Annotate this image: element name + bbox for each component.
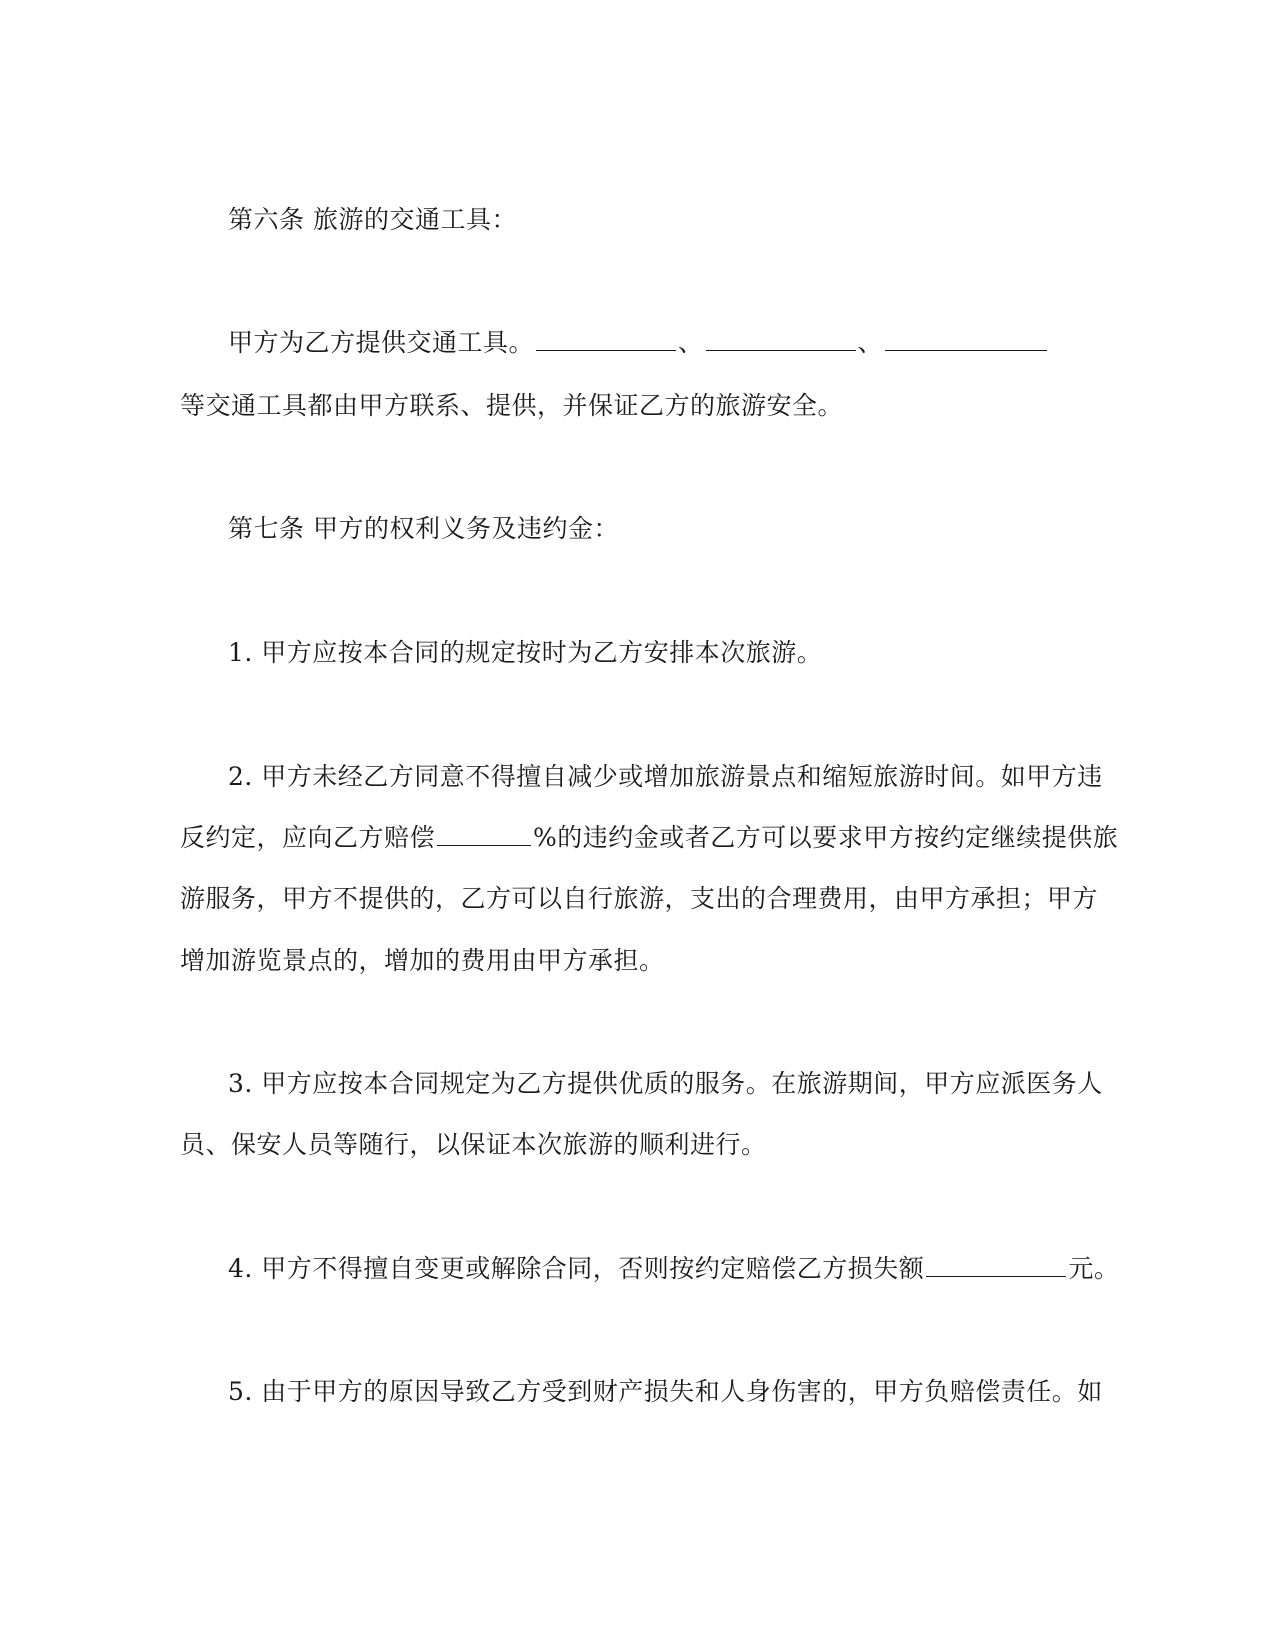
item-5-line1: 5. 由于甲方的原因导致乙方受到财产损失和人身伤害的，甲方负赔偿责任。如 — [228, 1377, 1103, 1406]
compensation-amount-blank[interactable] — [926, 1254, 1066, 1277]
article-6-paragraph-line2: 等交通工具都由甲方联系、提供，并保证乙方的旅游安全。 — [180, 391, 844, 420]
article-6-text: 甲方为乙方提供交通工具。 — [228, 328, 535, 357]
item-2-line2: 反约定，应向乙方赔偿 %的违约金或者乙方可以要求甲方按约定继续提供旅 — [180, 823, 1119, 852]
item-4: 4. 甲方不得擅自变更或解除合同，否则按约定赔偿乙方损失额 元。 — [228, 1254, 1120, 1283]
item-2-line3: 游服务，甲方不提供的，乙方可以自行旅游，支出的合理费用，由甲方承担；甲方 — [180, 884, 1099, 913]
transport-blank-3[interactable] — [885, 328, 1047, 351]
item-2-line4: 增加游览景点的，增加的费用由甲方承担。 — [180, 946, 665, 975]
article-6-title: 第六条 旅游的交通工具： — [228, 205, 517, 234]
item-1: 1. 甲方应按本合同的规定按时为乙方安排本次旅游。 — [228, 638, 823, 667]
separator: 、 — [678, 328, 704, 357]
article-7-title: 第七条 甲方的权利义务及违约金： — [228, 514, 619, 543]
separator: 、 — [857, 328, 884, 357]
item-3-line1: 3. 甲方应按本合同规定为乙方提供优质的服务。在旅游期间，甲方应派医务人 — [228, 1069, 1103, 1098]
transport-blank-2[interactable] — [706, 328, 856, 351]
item-3-line2: 员、保安人员等随行，以保证本次旅游的顺利进行。 — [180, 1130, 767, 1159]
item-2-line1: 2. 甲方未经乙方同意不得擅自减少或增加旅游景点和缩短旅游时间。如甲方违 — [228, 762, 1103, 791]
penalty-percent-blank[interactable] — [437, 823, 531, 846]
transport-blank-1[interactable] — [536, 328, 676, 351]
article-6-paragraph-line1 — [228, 328, 1049, 358]
